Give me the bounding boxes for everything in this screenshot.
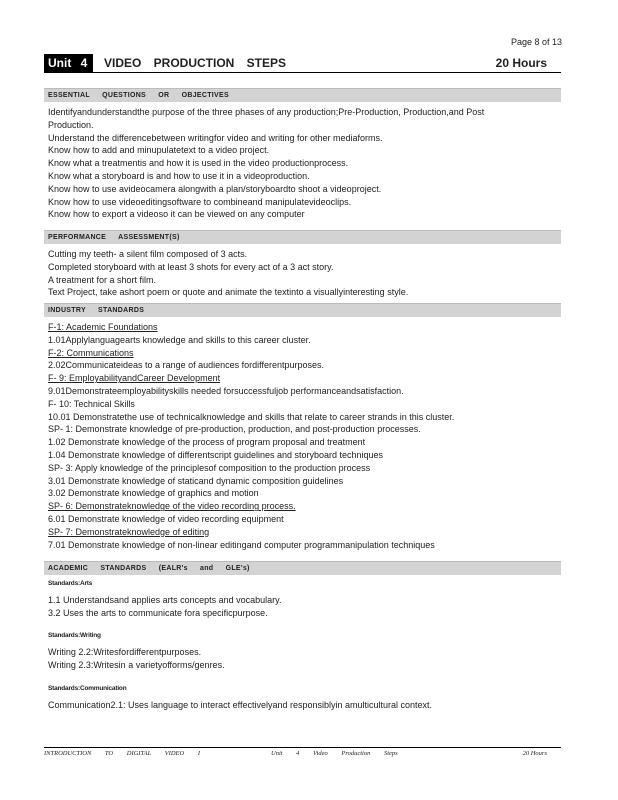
standard-line: 3.02 Demonstrate knowledge of graphics and motion [48,488,259,499]
industry-heading: INDUSTRY STANDARDS [44,303,561,317]
standard-line: 9.01Demonstrateemployabilityskills needed forsuccessfuljob performanceandsatisfaction. [48,385,404,396]
assessment-line: Completed storyboard with at least 3 shots for every act of a 3 act story. [48,261,334,272]
academic-standard-block [48,578,558,619]
academic-standard-line: Writing 2.3:Writesin a varietyofforms/genres. [48,659,225,670]
objective-line: Identifyandunderstandthe purpose of the three phases of any production;Pre-Production, Production,and Post [48,107,485,117]
standard-category: F-2: Communications [48,347,134,358]
academic-standard-line: 3.2 Uses the arts to communicate fora specificpurpose. [48,607,268,618]
standard-line: 1.01Applylanguagearts knowledge and skills to this career cluster. [48,334,311,345]
industry-body [48,321,558,551]
standard-line: 6.01 Demonstrate knowledge of video recording equipment [48,513,284,524]
footer-hours: 20 Hours [522,750,547,757]
academic-standard-line: 1.1 Understandsand applies arts concepts and vocabulary. [48,594,282,605]
standard-category: F- 9: EmployabilityandCareer Development [48,373,221,384]
standard-line: F- 10: Technical Skills [48,398,135,409]
page-footer [44,747,561,762]
standard-line: 3.01 Demonstrate knowledge of staticand dynamic composition guidelines [48,475,344,486]
academic-body [48,578,558,722]
academic-standard-line: Writing 2.2:Writesfordifferentpurposes. [48,647,202,658]
standard-line: SP- 3: Apply knowledge of the principlesof composition to the production process [48,462,371,473]
footer-unit: Unit 4 Video Production Steps [271,750,398,757]
standard-line: 7.01 Demonstrate knowledge of non-linear editingand computer programmanipulation techniques [48,539,435,550]
performance-body [48,248,558,299]
footer-course: INTRODUCTION TO DIGITAL VIDEO I [44,750,200,757]
page-number: Page 8 of 13 [511,37,563,47]
objective-line: Know what a treatmentis and how it is used in the video productionprocess. [48,158,349,169]
assessment-line: Text Project, take ashort poem or quote and animate the textinto a visuallyinteresting style. [48,287,409,298]
academic-standard-block [48,630,558,671]
unit-title: VIDEO PRODUCTION STEPS [104,56,287,70]
academic-standard-line: Communication2.1: Uses language to interact effectivelyand responsiblyin amulticultural context. [48,699,433,710]
academic-heading: ACADEMIC STANDARDS (EALR's and GLE's) [44,561,561,575]
standard-line: 1.04 Demonstrate knowledge of differentscript guidelines and storyboard techniques [48,449,384,460]
objective-line: Production. [48,119,94,130]
standard-label: Standards:Writing [48,632,101,640]
essential-body [48,106,558,221]
objective-line: Know how to use videoeditingsoftware to combineand manipulatevideoclips. [48,196,352,207]
objective-line: Know what a storyboard is and how to use it in a videoproduction. [48,170,310,181]
standard-line: 2.02Communicateideas to a range of audiences fordifferentpurposes. [48,360,325,371]
academic-standard-block [48,683,558,712]
standard-label: Standards:Communication [48,684,127,692]
unit-header [44,54,561,73]
standard-category: SP- 7: Demonstrateknowledge of editing [48,526,210,537]
unit-hours: 20 Hours [495,56,547,70]
objective-line: Know how to add and minupulatetext to a video project. [48,145,270,156]
assessment-line: A treatment for a short film. [48,274,157,285]
standard-category: F-1: Academic Foundations [48,322,158,332]
objective-line: Know how to export a videoso it can be viewed on any computer [48,209,305,220]
assessment-line: Cutting my teeth- a silent film composed of 3 acts. [48,249,248,259]
standard-label: Standards:Arts [48,580,93,587]
standard-line: SP- 1: Demonstrate knowledge of pre-production, production, and post-production processes. [48,424,421,435]
standard-line: 10.01 Demonstratethe use of technicalknowledge and skills that relate to career strands in this cluster. [48,411,455,422]
objective-line: Understand the differencebetween writingfor video and writing for other mediaforms. [48,132,383,143]
objective-line: Know how to use avideocamera alongwith a plan/storyboardto shoot a videoproject. [48,183,382,194]
performance-heading: PERFORMANCE ASSESSMENT(S) [44,230,561,244]
unit-label: Unit 4 [44,54,93,72]
essential-heading: ESSENTIAL QUESTIONS OR OBJECTIVES [44,88,561,102]
standard-category: SP- 6: Demonstrateknowledge of the video recording process. [48,501,296,512]
standard-line: 1.02 Demonstrate knowledge of the process of program proposal and treatment [48,437,366,448]
